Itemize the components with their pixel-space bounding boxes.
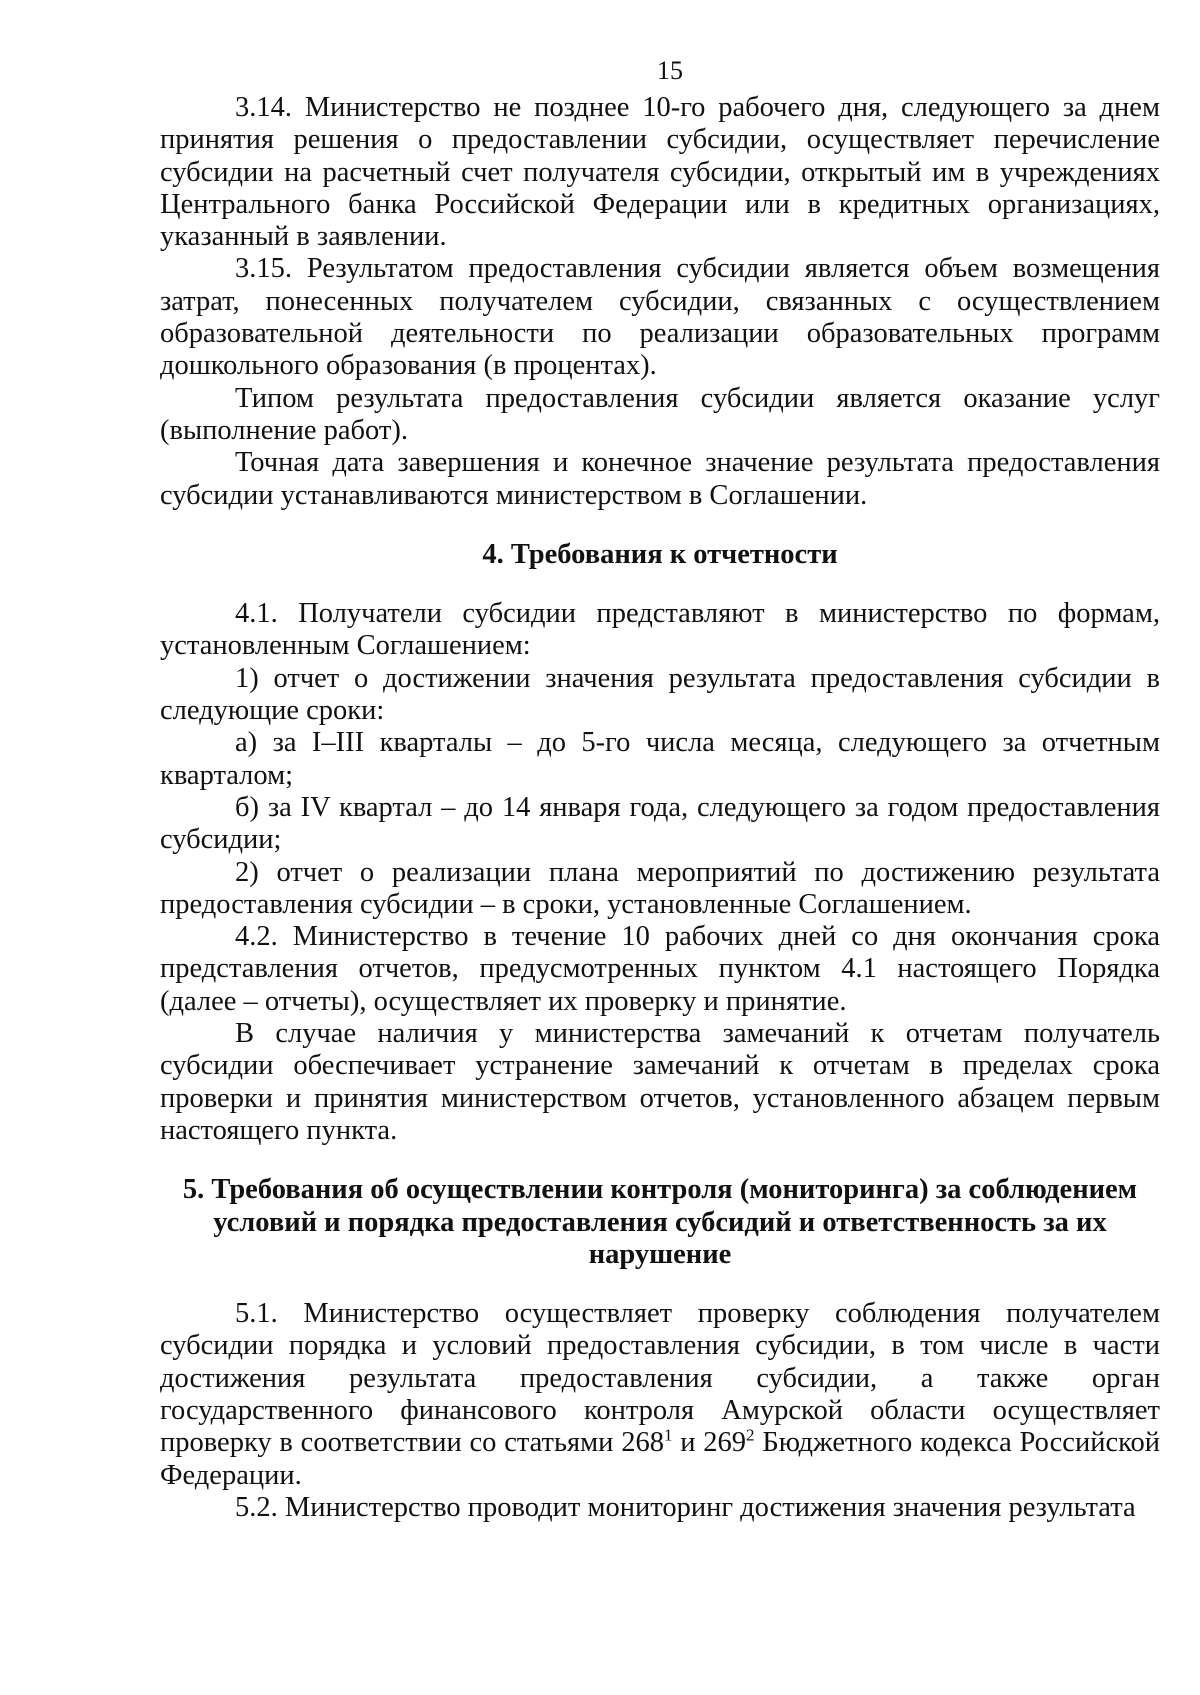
document-body [160,92,1160,1524]
section-5-heading [160,1174,1160,1271]
paragraph-4-2: 4.2. Министерство в течение 10 рабочих дней со дня окончания срока представления отчетов, предусмотренных пунктом 4.1 настоящего Порядка (далее – отчеты), осуществляет их проверку и принятие. [160,921,1160,1017]
paragraph-result-type: Типом результата предоставления субсидии является оказание услуг (выполнение работ). [160,382,1160,446]
paragraph-5-1-part-a: 5.1. Министерство осуществляет проверку соблюдения получателем субсидии порядка и условий предоставления субсидии, в том числе в части достижения результата предоставления субсидии, а также орган государственного финансового контроля Амурской области осуществляет проверку в соответствии со статьями 268 [160,1298,1160,1459]
paragraph-4-2-second: В случае наличия у министерства замечаний к отчетам получатель субсидии обеспечивает устранение замечаний к отчетам в пределах срока проверки и принятия министерством отчетов, установленного абзацем первым настоящего пункта. [160,1018,1160,1146]
paragraph-5-2: 5.2. Министерство проводит мониторинг достижения значения результата [235,1491,1136,1523]
superscript-2: 2 [746,1425,755,1445]
section-5-heading-line-2: условий и порядка предоставления субсидий и ответственность за их [213,1206,1107,1238]
paragraph-4-1-item-b: б) за IV квартал – до 14 января года, следующего за годом предоставления субсидии; [160,791,1160,856]
paragraph-4-1-item-a: а) за I–III кварталы – до 5-го числа месяца, следующего за отчетным кварталом; [160,727,1160,791]
page-number: 15 [657,56,683,85]
paragraph-4-1-item-1: 1) отчет о достижении значения результата предоставления субсидии в следующие сроки: [160,662,1160,727]
paragraph-5-1 [160,1298,1160,1492]
section-5-heading-line-3: нарушение [588,1238,732,1270]
paragraph-4-1: 4.1. Получатели субсидии представляют в министерство по формам, установленным Соглашением: [160,598,1160,662]
section-5-heading-line-1: 5. Требования об осуществлении контроля (мониторинга) за соблюдением [182,1174,1138,1206]
paragraph-5-1-part-c: Бюджетного кодекса Российской Федерации. [160,1427,1160,1491]
paragraph-result-date: Точная дата завершения и конечное значение результата предоставления субсидии устанавливаются министерством в Соглашении. [160,447,1160,511]
paragraph-5-1-part-b: и 269 [672,1427,747,1459]
paragraph-3-14: 3.14. Министерство не позднее 10-го рабочего дня, следующего за днем принятия решения о предоставлении субсидии, осуществляет перечисление субсидии на расчетный счет получателя субсидии, открытый им в учреждениях Центрального банка Российской Федерации или в кредитных организациях, указанный в заявлении. [160,92,1160,253]
section-4-heading: 4. Требования к отчетности [482,538,838,570]
paragraph-3-15: 3.15. Результатом предоставления субсидии является объем возмещения затрат, понесенных получателем субсидии, связанных с осуществлением образовательной деятельности по реализации образовательных программ дошкольного образования (в процентах). [160,253,1160,382]
superscript-1: 1 [663,1425,673,1445]
paragraph-4-1-item-2: 2) отчет о реализации плана мероприятий по достижению результата предоставления субсидии – в сроки, установленные Соглашением. [160,856,1160,920]
